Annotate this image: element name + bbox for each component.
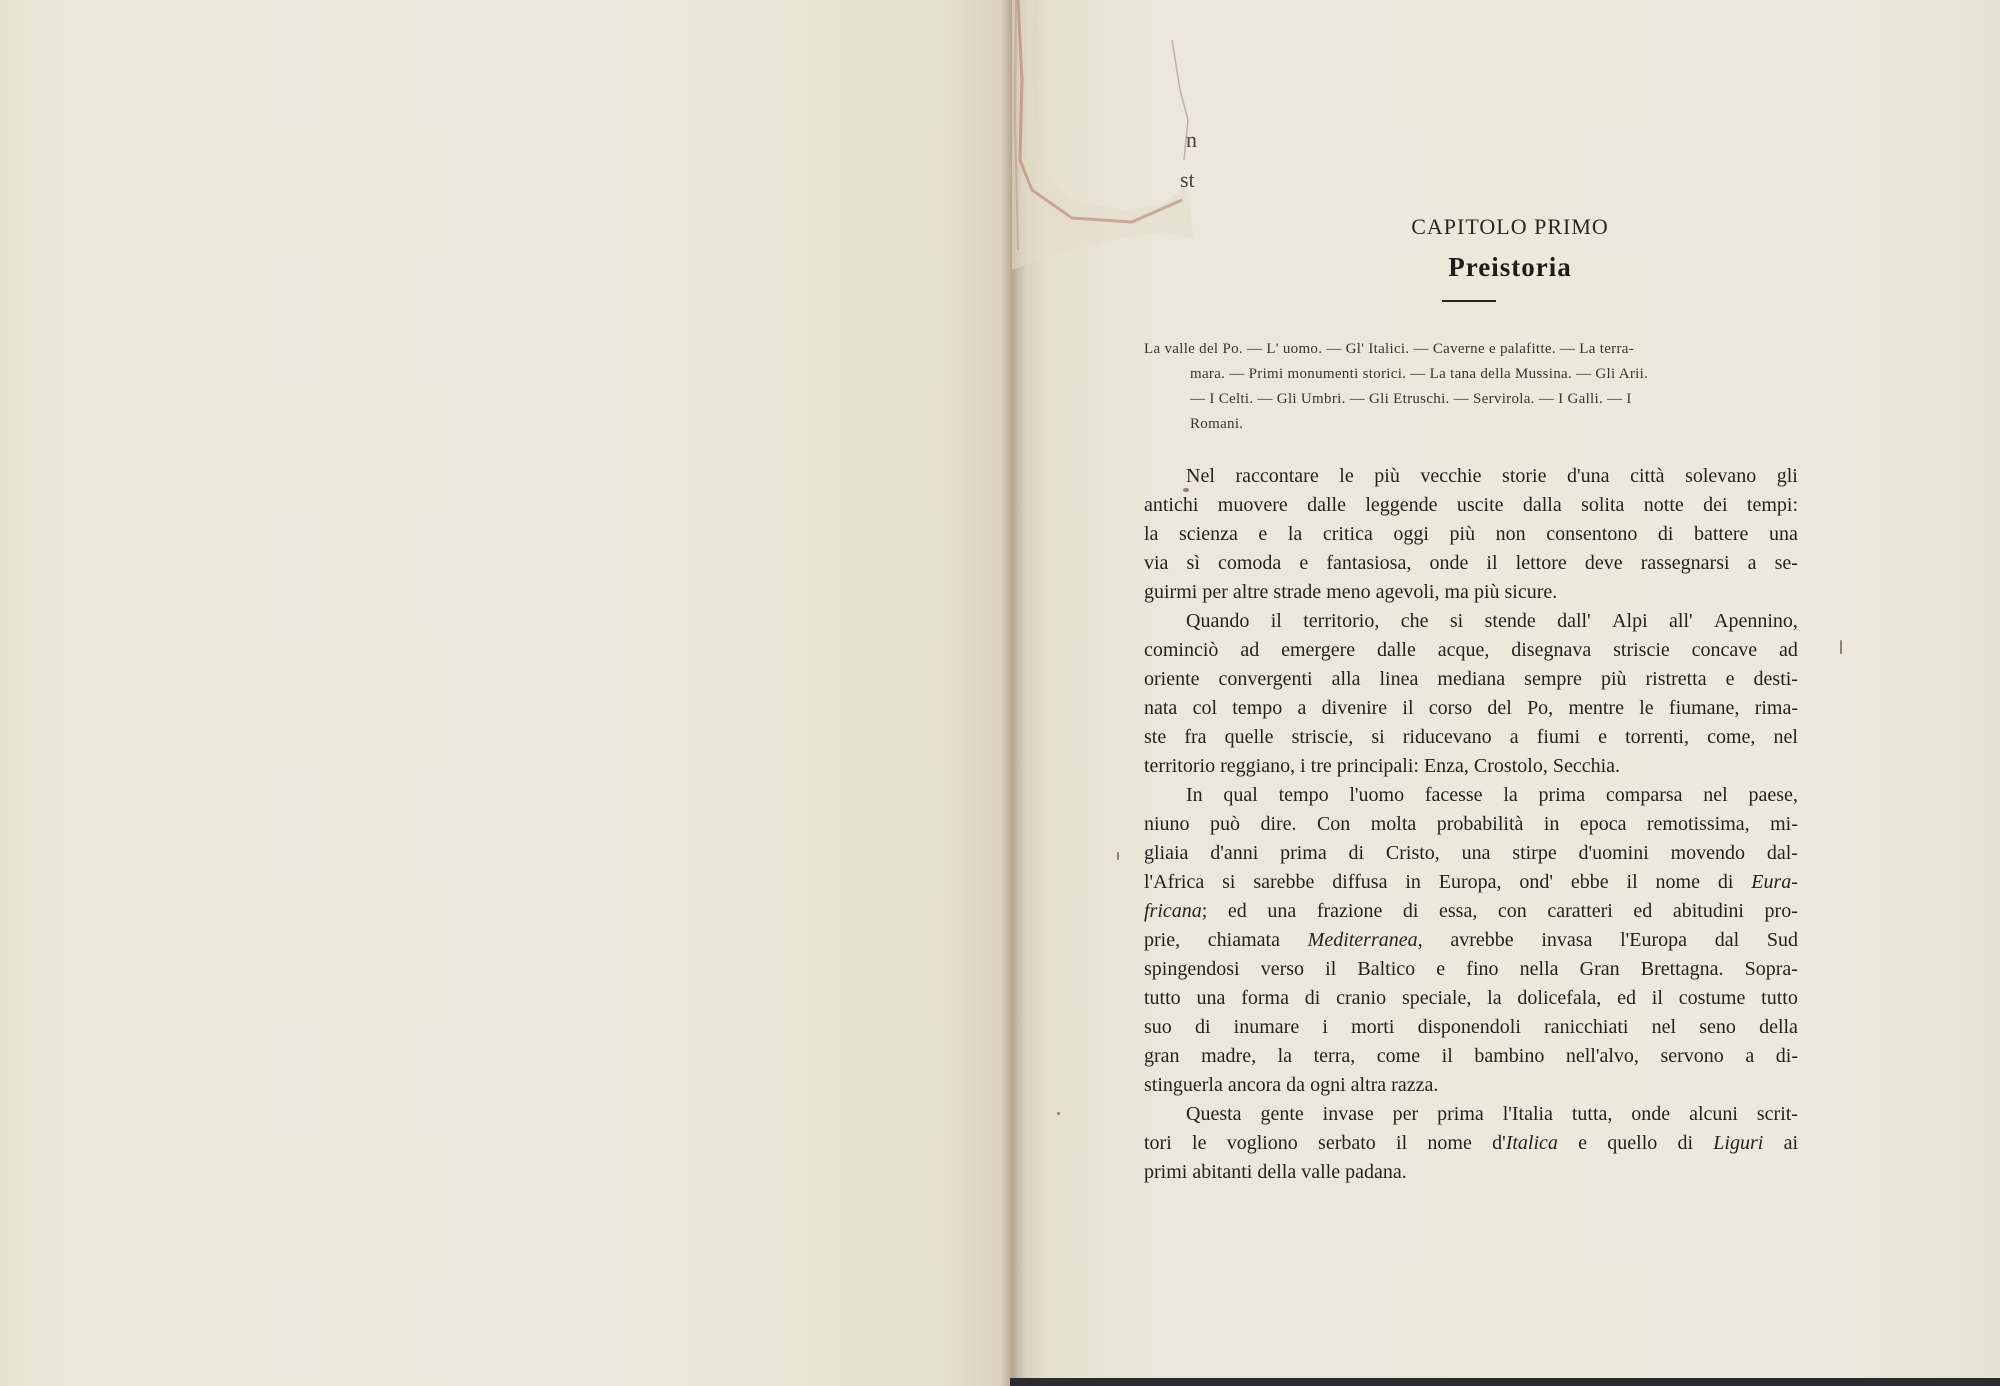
text-line: stinguerla ancora da ogni altra razza. xyxy=(1144,1074,1439,1096)
text-line: antichi muovere dalle leggende uscite dalla solita notte dei tempi: xyxy=(1144,494,1798,516)
title-divider xyxy=(1442,300,1496,302)
summary-line: mara. — Primi monumenti storici. — La tana della Mussina. — Gli Arii. xyxy=(1190,366,1649,382)
summary-line: Romani. xyxy=(1190,416,1244,432)
chapter-summary xyxy=(1144,337,1798,437)
text-line: Nel raccontare le più vecchie storie d'una città solevano gli xyxy=(1186,465,1798,487)
paper-speck xyxy=(1183,488,1189,492)
text-line: Quando il territorio, che si stende dall' Alpi all' Apennino, xyxy=(1186,610,1798,632)
text-line: fricana; ed una frazione di essa, con caratteri ed abitudini pro- xyxy=(1144,900,1798,922)
text-line: tori le vogliono serbato il nome d'Italica e quello di Liguri ai xyxy=(1144,1132,1798,1154)
chapter-body xyxy=(1144,462,1798,1187)
text-line: oriente convergenti alla linea mediana sempre più ristretta e desti- xyxy=(1144,668,1798,690)
text-line: guirmi per altre strade meno agevoli, ma più sicure. xyxy=(1144,581,1558,603)
text-line: gran madre, la terra, come il bambino nell'alvo, servono a di- xyxy=(1144,1045,1798,1067)
text-line: gliaia d'anni prima di Cristo, una stirpe d'uomini movendo dal- xyxy=(1144,842,1798,864)
chapter-label: CAPITOLO PRIMO xyxy=(1411,214,1609,239)
text-line: suo di inumare i morti disponendoli ranicchiati nel seno della xyxy=(1144,1016,1798,1038)
paper-speck xyxy=(1840,640,1842,654)
summary-line: — I Celti. — Gli Umbri. — Gli Etruschi. — Servirola. — I Galli. — I xyxy=(1190,391,1632,407)
text-line: niuno può dire. Con molta probabilità in epoca remotissima, mi- xyxy=(1144,813,1798,835)
torn-paper-edge xyxy=(1012,0,1202,270)
text-line: spingendosi verso il Baltico e fino nella Gran Brettagna. Sopra- xyxy=(1144,958,1798,980)
paper-speck xyxy=(1117,852,1119,860)
text-line: territorio reggiano, i tre principali: Enza, Crostolo, Secchia. xyxy=(1144,755,1621,777)
text-line: Questa gente invase per prima l'Italia tutta, onde alcuni scrit- xyxy=(1186,1103,1798,1125)
text-line: ste fra quelle striscie, si riducevano a fiumi e torrenti, come, nel xyxy=(1144,726,1798,748)
text-line: prie, chiamata Mediterranea, avrebbe invasa l'Europa dal Sud xyxy=(1144,929,1798,951)
text-line: tutto una forma di cranio speciale, la dolicefala, ed il costume tutto xyxy=(1144,987,1798,1009)
text-line: cominciò ad emergere dalle acque, disegnava striscie concave ad xyxy=(1144,639,1798,661)
text-line: la scienza e la critica oggi più non consentono di battere una xyxy=(1144,523,1798,545)
text-line: nata col tempo a divenire il corso del Po, mentre le fiumane, rima- xyxy=(1144,697,1798,719)
bleed-mark: st xyxy=(1180,167,1195,192)
chapter-title: Preistoria xyxy=(1448,252,1572,282)
text-line: In qual tempo l'uomo facesse la prima comparsa nel paese, xyxy=(1186,784,1798,806)
bleed-mark: n xyxy=(1186,127,1197,152)
paper-speck xyxy=(1057,1112,1060,1115)
text-line: primi abitanti della valle padana. xyxy=(1144,1161,1407,1183)
text-line: l'Africa si sarebbe diffusa in Europa, ond' ebbe il nome di Eura- xyxy=(1144,871,1798,893)
text-line: via sì comoda e fantasiosa, onde il lettore deve rassegnarsi a se- xyxy=(1144,552,1798,574)
summary-line: La valle del Po. — L' uomo. — Gl' Italici. — Caverne e palafitte. — La terra- xyxy=(1144,341,1635,357)
page-bottom-edge xyxy=(1010,1378,2000,1386)
bleed-through-marks xyxy=(1180,120,1197,200)
